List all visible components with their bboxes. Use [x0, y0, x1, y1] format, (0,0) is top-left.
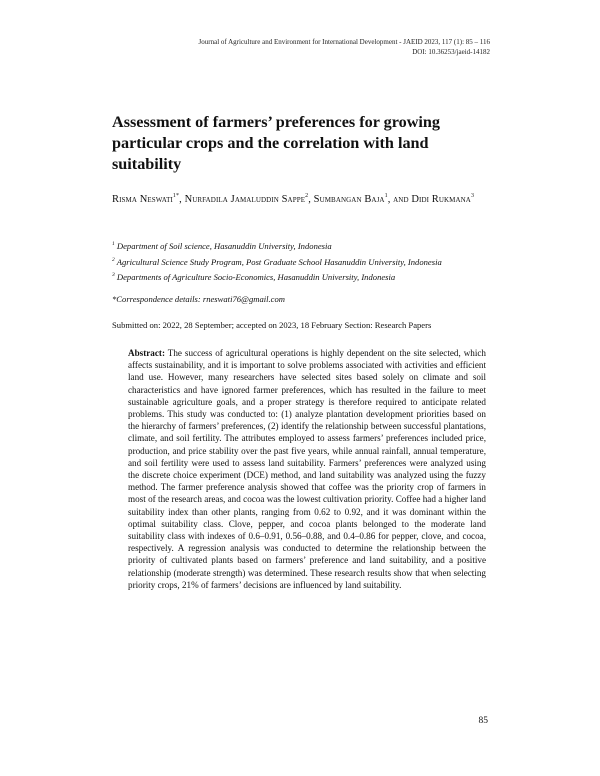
page-number: 85 — [478, 716, 488, 726]
author-list — [112, 190, 497, 209]
affiliation-item — [112, 255, 507, 271]
running-header — [199, 38, 490, 57]
affiliation-list — [112, 239, 507, 286]
abstract — [128, 347, 486, 591]
doi: DOI: 10.36253/jaeid-14182 — [412, 47, 490, 56]
author-4 — [411, 194, 474, 205]
author-name: Didi Rukmana — [411, 194, 471, 205]
author-affiliation-mark: 3 — [470, 193, 475, 199]
author-2 — [185, 194, 314, 205]
author-name: Nurfadila Jamaluddin Sappe — [184, 194, 306, 205]
affiliation-text: Department of Soil science, Hasanuddin University, Indonesia — [116, 241, 332, 251]
author-separator: , and — [387, 194, 412, 205]
affiliation-item — [112, 270, 507, 286]
author-affiliation-mark: 1* — [172, 193, 180, 199]
journal-citation: Journal of Agriculture and Environment for International Development - JAEID 2023, 117 (1): 85 – 116 — [198, 38, 490, 46]
paper-title: Assessment of farmers’ preferences for growing particular crops and the correlation with land suitability — [112, 113, 441, 173]
abstract-label: Abstract: — [128, 348, 165, 358]
abstract-text: The success of agricultural operations is highly dependent on the site selected, which affects sustainability, and it is important to solve problems associated with activities and efficient land use. However, many researchers have selected sites based solely on climate and soil characteristics and have ignored farmer preferences, which has resulted in the failure to meet sustainable agriculture goals, and a proper strategy is therefore required to anticipate related problems. This study was conducted to: (1) analyze plantation development priorities based on the hierarchy of farmers’ preferences, (2) identify the relationship between successful plantations, climate, and soil fertility. The attributes employed to assess farmers’ preferences included price, production, and price stability over the past five years, while annual rainfall, annual temperature, and soil fertility were used to assess land suitability. Farmers’ preferences were analyzed using the discrete choice experiment (DCE) method, and land suitability was analyzed using the fuzzy method. The farmer preference analysis showed that coffee was the priority crop of farmers in most of the research areas, and cocoa was the lowest cultivation priority. Coffee had a higher land suitability index than other plants, ranging from 0.62 to 0.92, and it was dominant within the optimal suitability class. Clove, pepper, and cocoa plants belonged to the moderate land suitability class with indexes of 0.6–0.91, 0.56–0.88, and 0.4–0.86 for pepper, clove, and cocoa, respectively. A regression analysis was conducted to determine the relationship between the priority of cultivated plants based on farmers’ preference and land suitability, and a positive relationship (moderate strength) was determined. These research results show that when selecting priority crops, 21% of farmers’ decisions are influenced by land suitability. — [128, 348, 486, 590]
author-1 — [112, 194, 185, 205]
affiliation-number: 2 — [112, 256, 115, 263]
author-3 — [314, 194, 412, 205]
author-name: Risma Neswati — [112, 194, 173, 205]
correspondence: *Correspondence details: rneswati76@gmail.com — [112, 294, 285, 304]
author-affiliation-mark: 2 — [305, 193, 309, 199]
author-separator: , — [179, 194, 185, 205]
affiliation-text: Agricultural Science Study Program, Post Graduate School Hasanuddin University, Indonesia — [116, 256, 442, 267]
submission-dates: Submitted on: 2022, 28 September; accepted on 2023, 18 February Section: Research Papers — [112, 320, 432, 330]
affiliation-text: Departments of Agriculture Socio-Economics, Hasanuddin University, Indonesia — [116, 272, 396, 282]
author-affiliation-mark: 1 — [384, 193, 388, 199]
author-separator: , — [308, 194, 314, 205]
affiliation-item — [112, 239, 507, 255]
affiliation-number: 1 — [112, 241, 115, 247]
affiliation-number: 3 — [112, 272, 115, 278]
author-name: Sumbangan Baja — [313, 194, 385, 205]
